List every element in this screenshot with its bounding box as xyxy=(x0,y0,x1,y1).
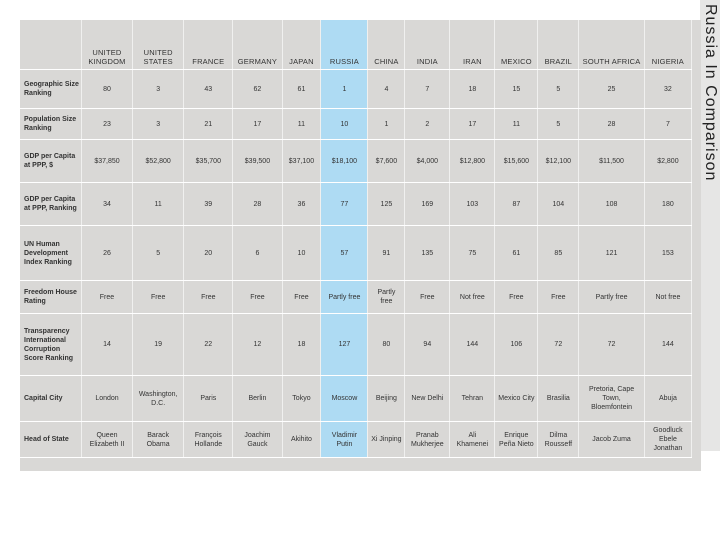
table-cell: 2 xyxy=(405,109,450,140)
table-cell: $35,700 xyxy=(184,140,233,183)
table-cell: 36 xyxy=(282,183,321,226)
table-cell: Free xyxy=(184,281,233,314)
table-cell: London xyxy=(81,376,132,422)
table-cell: Beijing xyxy=(368,376,405,422)
table-cell: Berlin xyxy=(233,376,282,422)
table-cell: 77 xyxy=(321,183,368,226)
table-cell: $52,800 xyxy=(133,140,184,183)
column-header: GERMANY xyxy=(233,20,282,70)
table-cell: 11 xyxy=(282,109,321,140)
table-cell: $2,800 xyxy=(644,140,691,183)
comparison-figure xyxy=(20,20,701,471)
column-header: BRAZIL xyxy=(538,20,579,70)
table-cell: 28 xyxy=(233,183,282,226)
table-cell: 22 xyxy=(184,314,233,376)
table-cell: $11,500 xyxy=(579,140,645,183)
table-cell: Xi Jinping xyxy=(368,422,405,458)
table-cell: 32 xyxy=(644,70,691,109)
table-cell: 11 xyxy=(133,183,184,226)
table-cell: 104 xyxy=(538,183,579,226)
table-cell: Paris xyxy=(184,376,233,422)
table-cell: Partly free xyxy=(321,281,368,314)
table-cell: 5 xyxy=(133,226,184,281)
table-cell: 17 xyxy=(233,109,282,140)
table-cell: 23 xyxy=(81,109,132,140)
table-cell: 72 xyxy=(538,314,579,376)
column-header: IRAN xyxy=(450,20,495,70)
table-cell: 28 xyxy=(579,109,645,140)
table-row xyxy=(20,70,692,109)
table-cell: 12 xyxy=(233,314,282,376)
table-cell: 87 xyxy=(495,183,538,226)
table-cell: 5 xyxy=(538,109,579,140)
table-body xyxy=(20,70,692,458)
table-cell: 14 xyxy=(81,314,132,376)
table-cell: 1 xyxy=(368,109,405,140)
table-row xyxy=(20,183,692,226)
table-cell: François Hollande xyxy=(184,422,233,458)
table-cell: 21 xyxy=(184,109,233,140)
table-cell: 15 xyxy=(495,70,538,109)
table-cell: $37,100 xyxy=(282,140,321,183)
table-cell: Dilma Rousseff xyxy=(538,422,579,458)
table-cell: Pretoria, Cape Town, Bloemfontein xyxy=(579,376,645,422)
table-cell: Abuja xyxy=(644,376,691,422)
table-cell: 39 xyxy=(184,183,233,226)
table-cell: 135 xyxy=(405,226,450,281)
table-cell: Free xyxy=(495,281,538,314)
table-cell: 19 xyxy=(133,314,184,376)
table-cell: Tokyo xyxy=(282,376,321,422)
table-cell: Free xyxy=(282,281,321,314)
table-cell: 144 xyxy=(450,314,495,376)
side-title: Russia In Comparison xyxy=(702,4,719,182)
column-header: UNITED KINGDOM xyxy=(81,20,132,70)
table-row xyxy=(20,422,692,458)
row-label: GDP per Capita at PPP, Ranking xyxy=(20,183,81,226)
table-cell: 62 xyxy=(233,70,282,109)
table-cell: Free xyxy=(81,281,132,314)
column-header: UNITED STATES xyxy=(133,20,184,70)
table-cell: $37,850 xyxy=(81,140,132,183)
table-cell: $15,600 xyxy=(495,140,538,183)
row-label: Geographic Size Ranking xyxy=(20,70,81,109)
table-cell: 17 xyxy=(450,109,495,140)
table-row xyxy=(20,281,692,314)
row-label: GDP per Capita at PPP, $ xyxy=(20,140,81,183)
table-cell: 18 xyxy=(282,314,321,376)
table-cell: 91 xyxy=(368,226,405,281)
table-cell: 108 xyxy=(579,183,645,226)
table-cell: 61 xyxy=(282,70,321,109)
table-cell: Barack Obama xyxy=(133,422,184,458)
table-cell: 106 xyxy=(495,314,538,376)
table-cell: $12,100 xyxy=(538,140,579,183)
table-row xyxy=(20,376,692,422)
column-header: CHINA xyxy=(368,20,405,70)
table-cell: Free xyxy=(133,281,184,314)
table-cell: 80 xyxy=(368,314,405,376)
table-cell: Brasilia xyxy=(538,376,579,422)
row-label: UN Human Development Index Ranking xyxy=(20,226,81,281)
row-label: Capital City xyxy=(20,376,81,422)
row-label: Head of State xyxy=(20,422,81,458)
table-cell: Joachim Gauck xyxy=(233,422,282,458)
column-header: RUSSIA xyxy=(321,20,368,70)
column-header: NIGERIA xyxy=(644,20,691,70)
table-cell: 121 xyxy=(579,226,645,281)
table-cell: New Delhi xyxy=(405,376,450,422)
table-cell: 6 xyxy=(233,226,282,281)
table-cell: Free xyxy=(233,281,282,314)
comparison-table xyxy=(20,20,692,458)
table-cell: Partly free xyxy=(368,281,405,314)
table-cell: Not free xyxy=(644,281,691,314)
table-cell: 11 xyxy=(495,109,538,140)
table-cell: 57 xyxy=(321,226,368,281)
table-cell: Pranab Mukherjee xyxy=(405,422,450,458)
table-cell: 7 xyxy=(405,70,450,109)
table-cell: 125 xyxy=(368,183,405,226)
table-cell: 18 xyxy=(450,70,495,109)
table-cell: 20 xyxy=(184,226,233,281)
column-header: JAPAN xyxy=(282,20,321,70)
table-cell: 1 xyxy=(321,70,368,109)
table-cell: 10 xyxy=(321,109,368,140)
column-header: INDIA xyxy=(405,20,450,70)
table-cell: Free xyxy=(538,281,579,314)
table-cell: 75 xyxy=(450,226,495,281)
row-label: Population Size Ranking xyxy=(20,109,81,140)
table-cell: $4,000 xyxy=(405,140,450,183)
corner-cell xyxy=(20,20,81,70)
table-cell: 94 xyxy=(405,314,450,376)
table-cell: 7 xyxy=(644,109,691,140)
table-row xyxy=(20,314,692,376)
table-cell: Moscow xyxy=(321,376,368,422)
table-cell: 72 xyxy=(579,314,645,376)
table-row xyxy=(20,109,692,140)
table-cell: 153 xyxy=(644,226,691,281)
row-label: Transparency International Corruption Score Ranking xyxy=(20,314,81,376)
table-cell: Tehran xyxy=(450,376,495,422)
table-cell: Vladimir Putin xyxy=(321,422,368,458)
table-cell: 26 xyxy=(81,226,132,281)
table-row xyxy=(20,140,692,183)
table-cell: $7,600 xyxy=(368,140,405,183)
table-cell: 34 xyxy=(81,183,132,226)
table-row xyxy=(20,226,692,281)
table-cell: Akihito xyxy=(282,422,321,458)
table-cell: 3 xyxy=(133,70,184,109)
table-cell: 103 xyxy=(450,183,495,226)
table-cell: $39,500 xyxy=(233,140,282,183)
table-cell: $12,800 xyxy=(450,140,495,183)
table-cell: 10 xyxy=(282,226,321,281)
table-cell: 4 xyxy=(368,70,405,109)
table-cell: Ali Khamenei xyxy=(450,422,495,458)
side-title-wrap xyxy=(698,0,720,230)
table-cell: 85 xyxy=(538,226,579,281)
table-cell: 169 xyxy=(405,183,450,226)
table-cell: 180 xyxy=(644,183,691,226)
table-cell: Mexico City xyxy=(495,376,538,422)
table-cell: 144 xyxy=(644,314,691,376)
column-header: SOUTH AFRICA xyxy=(579,20,645,70)
table-cell: Jacob Zuma xyxy=(579,422,645,458)
table-cell: 3 xyxy=(133,109,184,140)
column-header: FRANCE xyxy=(184,20,233,70)
table-cell: Queen Elizabeth II xyxy=(81,422,132,458)
table-cell: 25 xyxy=(579,70,645,109)
table-cell: Enrique Peña Nieto xyxy=(495,422,538,458)
table-cell: 127 xyxy=(321,314,368,376)
header-row xyxy=(20,20,692,70)
column-header: MEXICO xyxy=(495,20,538,70)
table-cell: $18,100 xyxy=(321,140,368,183)
table-cell: Washington, D.C. xyxy=(133,376,184,422)
table-cell: Goodluck Ebele Jonathan xyxy=(644,422,691,458)
table-cell: Partly free xyxy=(579,281,645,314)
table-cell: 5 xyxy=(538,70,579,109)
table-cell: 80 xyxy=(81,70,132,109)
table-cell: Not free xyxy=(450,281,495,314)
table-cell: Free xyxy=(405,281,450,314)
row-label: Freedom House Rating xyxy=(20,281,81,314)
table-cell: 43 xyxy=(184,70,233,109)
table-cell: 61 xyxy=(495,226,538,281)
